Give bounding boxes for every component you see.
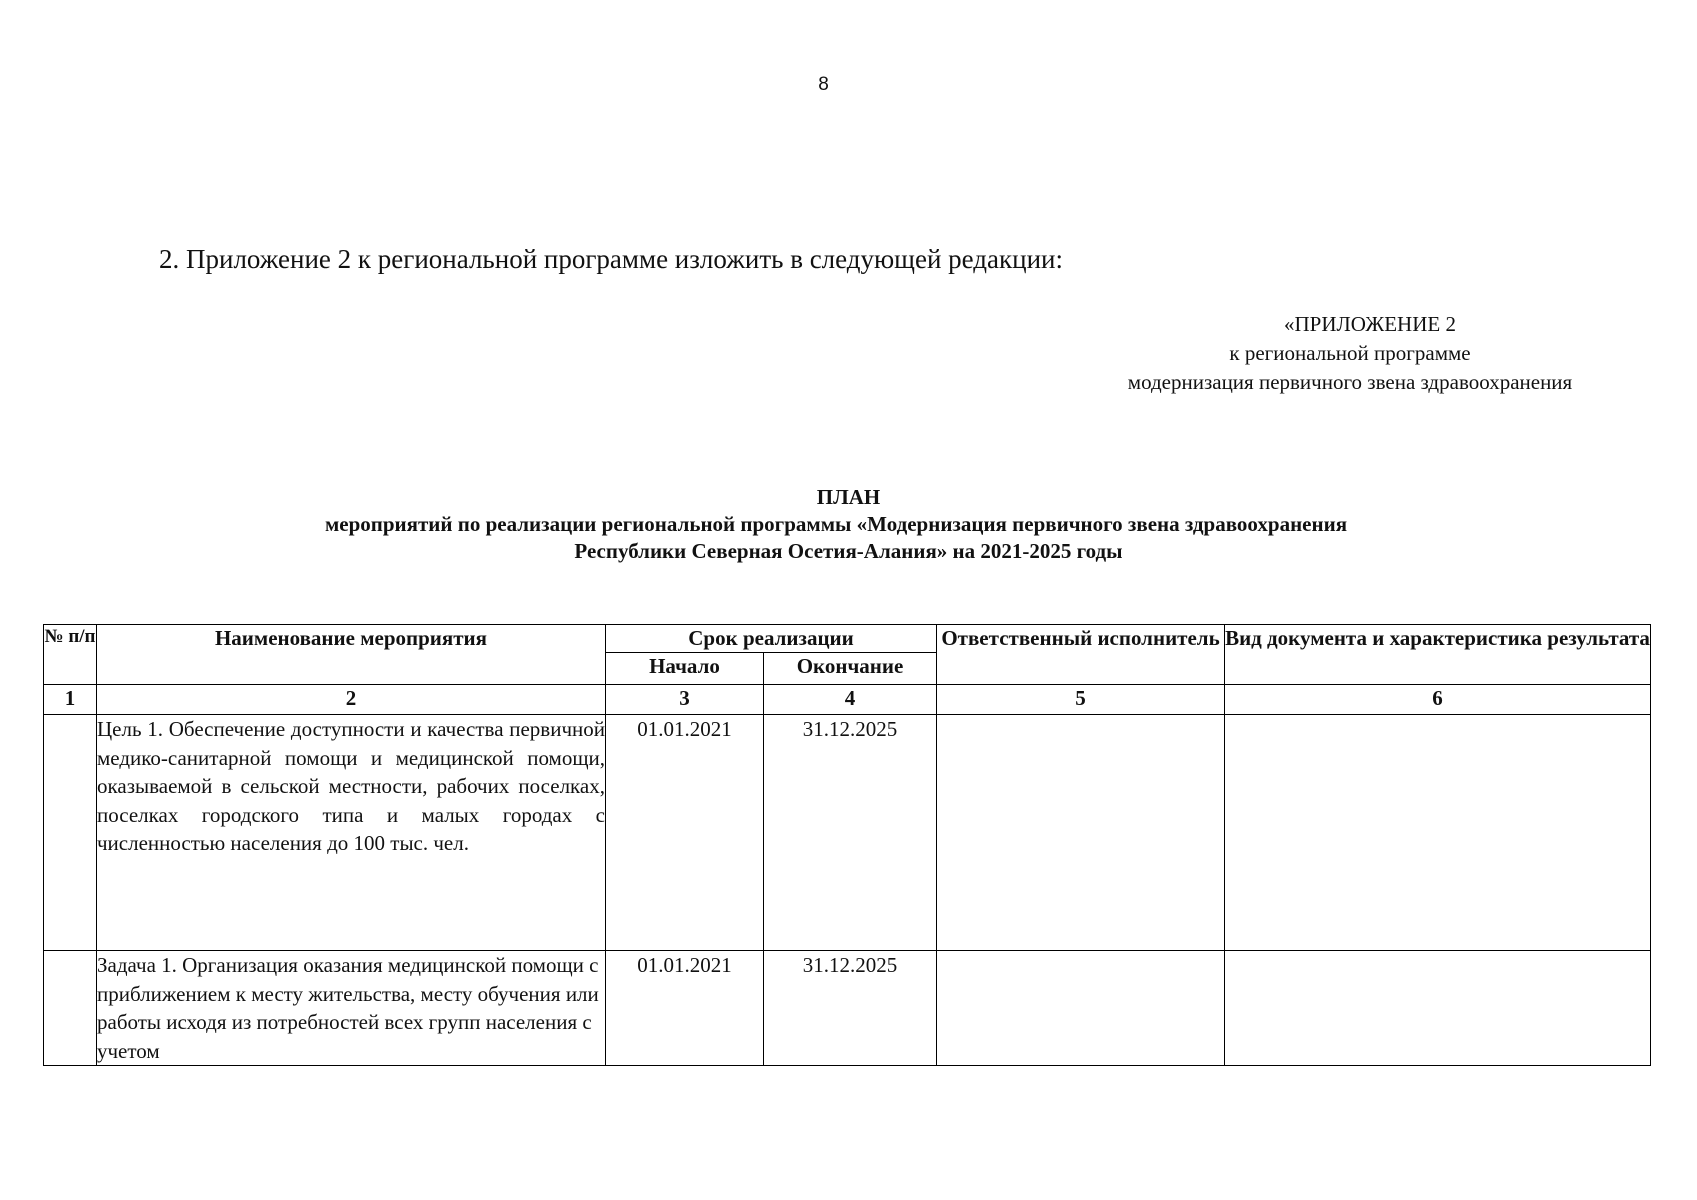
header-result: Вид документа и характеристика результата — [1225, 625, 1651, 685]
column-number: 3 — [606, 685, 764, 715]
table-row — [44, 715, 1651, 951]
header-name: Наименование мероприятия — [97, 625, 606, 685]
appendix-title: «ПРИЛОЖЕНИЕ 2 — [1284, 312, 1456, 336]
row-number — [44, 715, 97, 951]
plan-title-block — [0, 484, 1697, 565]
row-activity-name: Задача 1. Организация оказания медицинской помощи с приближением к месту жительства, месту обучения или работы исходя из потребностей всех групп населения с учетом — [97, 951, 606, 1066]
row-result — [1225, 951, 1651, 1066]
appendix-line-1: к региональной программе — [1229, 341, 1471, 365]
intro-paragraph: 2. Приложение 2 к региональной программе изложить в следующей редакции: — [159, 244, 1063, 274]
plan-subtitle-line-2: Республики Северная Осетия-Алания» на 2021-2025 годы — [574, 539, 1123, 563]
row-responsible — [937, 951, 1225, 1066]
header-end: Окончание — [764, 653, 937, 685]
column-number: 2 — [97, 685, 606, 715]
row-end-date: 31.12.2025 — [764, 715, 937, 951]
row-number — [44, 951, 97, 1066]
row-activity-name: Цель 1. Обеспечение доступности и качества первичной медико-санитарной помощи и медицинской помощи, оказываемой в сельской местности, рабочих поселках, поселках городского типа и малых городах с численностью населения до 100 тыс. чел. — [97, 715, 606, 951]
column-number-row — [44, 685, 1651, 715]
row-end-date: 31.12.2025 — [764, 951, 937, 1066]
plan-table — [43, 624, 1651, 1066]
column-number: 6 — [1225, 685, 1651, 715]
column-number: 4 — [764, 685, 937, 715]
appendix-line-2: модернизация первичного звена здравоохранения — [1127, 370, 1573, 394]
appendix-header — [1040, 310, 1660, 397]
row-start-date: 01.01.2021 — [606, 951, 764, 1066]
table-row — [44, 951, 1651, 1066]
row-result — [1225, 715, 1651, 951]
plan-subtitle-line-1: мероприятий по реализации региональной программы «Модернизация первичного звена здравоохранения — [324, 512, 1348, 536]
row-responsible — [937, 715, 1225, 951]
page-number: 8 — [818, 74, 829, 95]
plan-title: ПЛАН — [816, 485, 881, 509]
row-start-date: 01.01.2021 — [606, 715, 764, 951]
column-number: 5 — [937, 685, 1225, 715]
header-period: Срок реализации — [606, 625, 937, 653]
header-number: № п/п — [44, 625, 97, 685]
table-header-row — [44, 625, 1651, 653]
header-start: Начало — [606, 653, 764, 685]
header-responsible: Ответственный исполнитель — [937, 625, 1225, 685]
column-number: 1 — [44, 685, 97, 715]
